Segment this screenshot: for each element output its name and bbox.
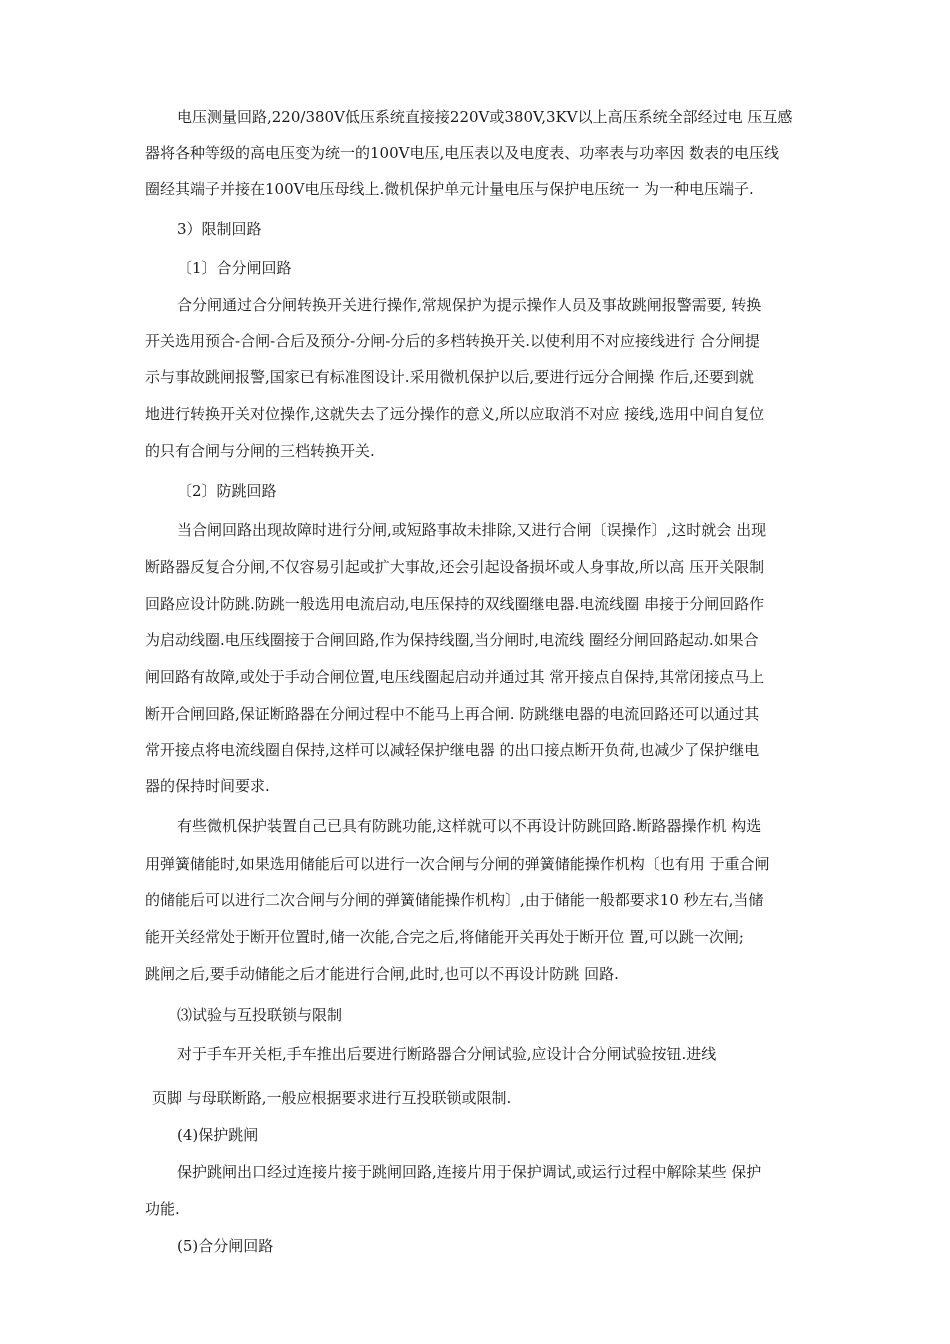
paragraph-line: 能开关经常处于断开位置时,储一次能,合完之后,将储能开关再处于断开位 置,可以跳一次闸; [145,928,744,946]
paragraph-line: 断路器反复合分闸,不仅容易引起或扩大事故,还会引起设备损坏或人身事故,所以高 压开关限制 [145,558,765,576]
paragraph-line: 地进行转换开关对位操作,这就失去了远分操作的意义,所以应取消不对应 接线,选用中间自复位 [145,405,765,423]
subsection-heading: (4)保护跳闸 [177,1126,259,1144]
paragraph-line: 器将各种等级的高电压变为统一的100V电压,电压表以及电度表、功率表与功率因 数表的电压线 [145,144,780,162]
paragraph-line: 用弹簧储能时,如果选用储能后可以进行一次合闸与分闸的弹簧储能操作机构〔也有用 于重合闸 [145,855,770,873]
subsection-heading: ⑶试验与互投联锁与限制 [177,1006,343,1024]
paragraph-line: 开关选用预合-合闸-合后及预分-分闸-分后的多档转换开关.以使利用不对应接线进行 合分闸提 [145,332,760,350]
paragraph-line: 电压测量回路,220/380V低压系统直接接220V或380V,3KV以上高压系统全部经过电 压互感 [177,108,793,126]
paragraph-line: 闸回路有故障,或处于手动合闸位置,电压线圈起启动并通过其 常开接点自保持,其常闭接点马上 [145,668,765,686]
paragraph-line: 圈经其端子并接在100V电压母线上.微机保护单元计量电压与保护电压统一 为一种电压端子. [145,180,754,198]
paragraph-line: 回路应设计防跳.防跳一般选用电流启动,电压保持的双线圈继电器.电流线圈 串接于分闸回路作 [145,595,765,613]
paragraph-line: 断开合闸回路,保证断路器在分闸过程中不能马上再合闸. 防跳继电器的电流回路还可以通过其 [145,705,760,723]
paragraph-line: 跳闸之后,要手动储能之后才能进行合闸,此时,也可以不再设计防跳 回路. [145,965,619,983]
paragraph-line: 为启动线圈.电压线圈接于合闸回路,作为保持线圈,当分闸时,电流线 圈经分闸回路起动.如果合 [145,631,759,649]
paragraph-line: 保护跳闸出口经过连接片接于跳闸回路,连接片用于保护调试,或运行过程中解除某些 保护 [177,1163,762,1181]
paragraph-line: 对于手车开关柜,手车推出后要进行断路器合分闸试验,应设计合分闸试验按钮.进线 [177,1045,717,1063]
paragraph-line: 的储能后可以进行二次合闸与分闸的弹簧储能操作机构〕,由于储能一般都要求10 秒左右,当储 [145,891,764,909]
paragraph-line: 页脚 与母联断路,一般应根据要求进行互投联锁或限制. [152,1089,512,1107]
paragraph-line: 当合闸回路出现故障时进行分闸,或短路事故未排除,又进行合闸〔误操作〕,这时就会 出现 [177,521,767,539]
paragraph-line: 器的保持时间要求. [145,777,270,795]
paragraph-line: 常开接点将电流线圈自保持,这样可以减轻保护继电器 的出口接点断开负荷,也减少了保护继电 [145,741,760,759]
subsection-heading: 〔1〕合分闸回路 [177,259,292,277]
paragraph-line: 合分闸通过合分闸转换开关进行操作,常规保护为提示操作人员及事故跳闸报警需要, 转换 [177,296,762,314]
paragraph-line: 有些微机保护装置自己已具有防跳功能,这样就可以不再设计防跳回路.断路器操作机 构选 [177,817,762,835]
subsection-heading: 〔2〕防跳回路 [177,482,277,500]
paragraph-line: 的只有合闸与分闸的三档转换开关. [145,442,375,460]
subsection-heading: (5)合分闸回路 [177,1237,274,1255]
paragraph-line: 示与事故跳闸报警,国家已有标准图设计.采用微机保护以后,要进行远分合闸操 作后,还要到就 [145,368,754,386]
paragraph-line: 功能. [145,1200,180,1218]
section-heading: 3）限制回路 [177,220,262,238]
